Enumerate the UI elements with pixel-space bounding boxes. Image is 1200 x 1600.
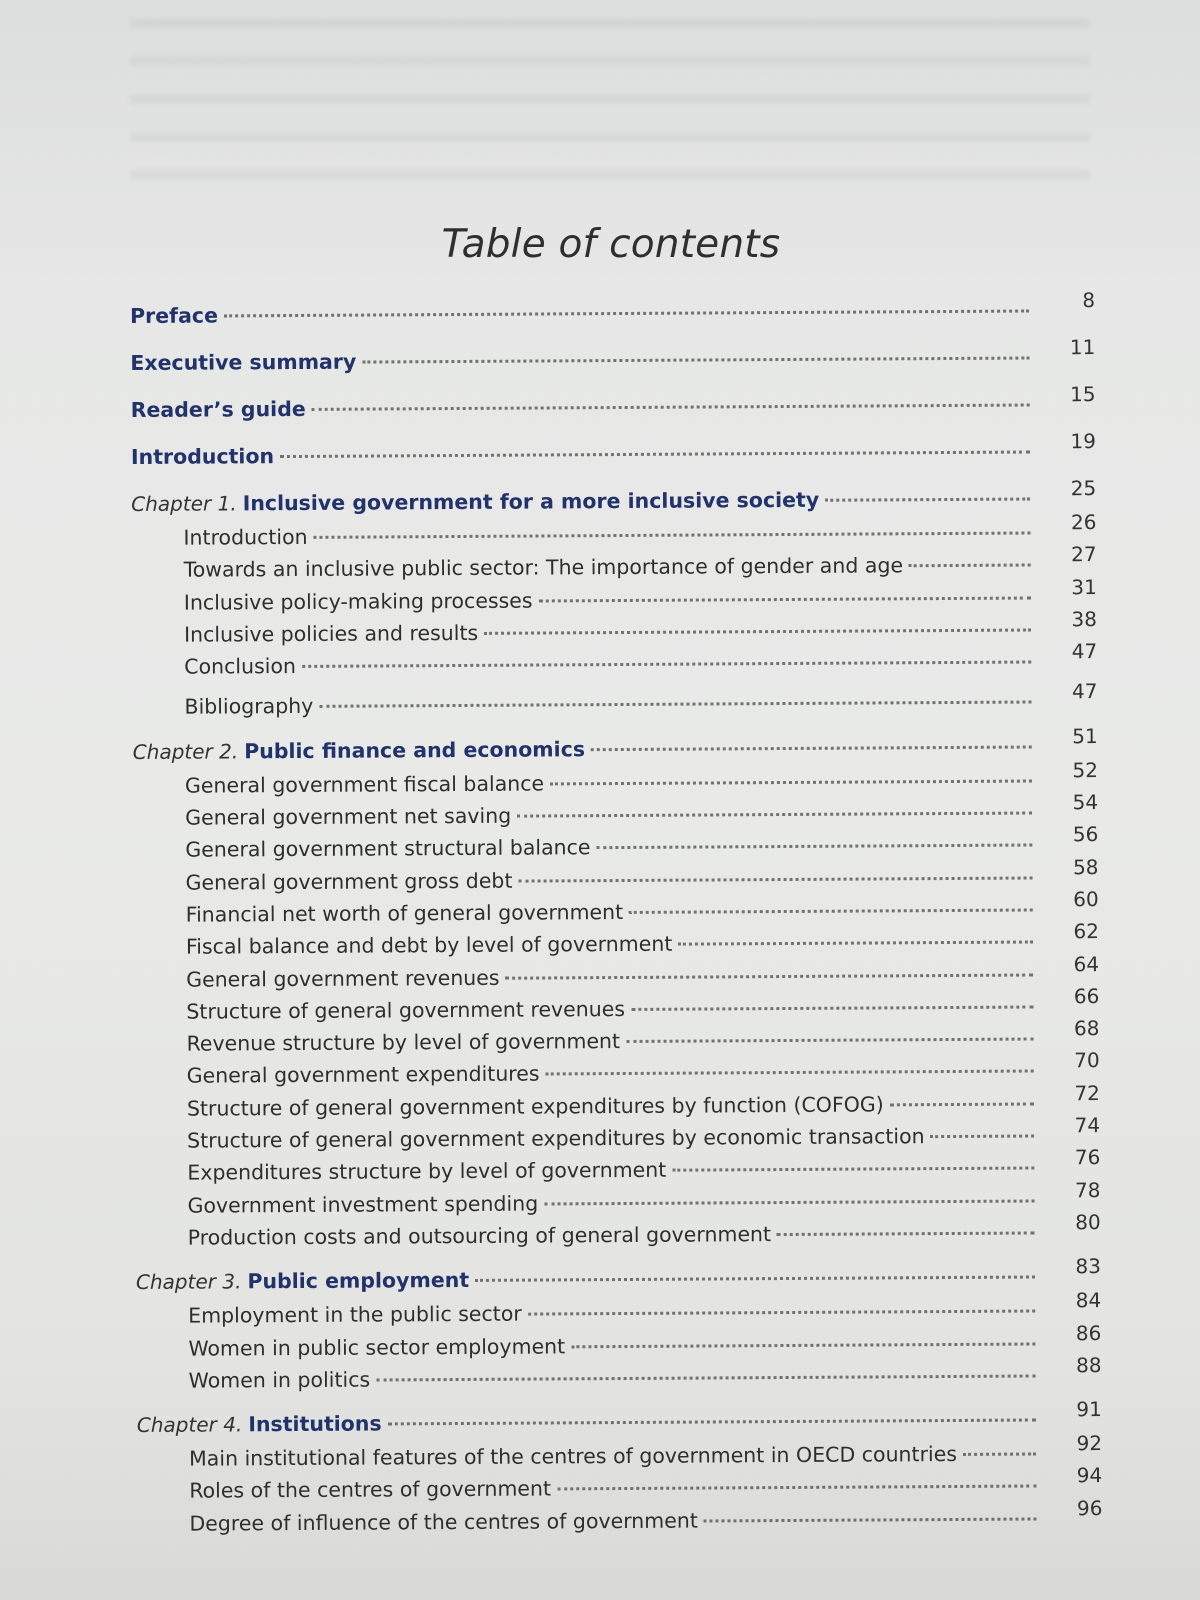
dot-leader [597,844,1033,850]
toc-entry-label: Preface [130,303,219,328]
toc-entry[interactable] [132,639,1098,683]
dot-leader [506,973,1034,979]
dot-leader [890,1102,1034,1106]
dot-leader [319,701,1031,708]
dot-leader [909,564,1031,568]
toc-entry-label: Structure of general government expenditures by function (COFOG) [186,1092,884,1121]
chapter-title: Inclusive government for a more inclusive society [242,487,820,516]
dot-leader [388,1419,1036,1426]
toc-page-number: 62 [1073,919,1099,944]
toc-entry-label: Production costs and outsourcing of general government [187,1222,772,1250]
toc-page-number: 47 [1071,639,1098,664]
toc-entry-label: Conclusion [184,654,297,679]
toc-page-number: 91 [1076,1397,1102,1422]
dot-leader [571,1342,1035,1348]
toc-page-number: 70 [1074,1048,1100,1073]
dot-leader [224,310,1029,318]
toc-page-number: 88 [1075,1352,1102,1378]
toc-page-number: 96 [1076,1495,1103,1520]
dot-leader [518,876,1032,882]
dot-leader [931,1135,1035,1139]
chapter-prefix: Chapter 2. [132,739,239,764]
toc-entry-label: Executive summary [130,349,357,375]
toc-page-number: 11 [1069,335,1096,360]
toc-entry-label: Structure of general government revenues [186,996,626,1024]
toc-entry-label: Government investment spending [187,1191,539,1218]
toc-page-number: 51 [1072,723,1098,749]
dot-leader [280,451,1030,459]
toc-entry-label: Roles of the centres of government [189,1476,552,1504]
toc-entry-label: Towards an inclusive public sector: The importance of gender and age [183,553,904,582]
dot-leader [704,1517,1037,1522]
toc-page-number: 52 [1072,757,1098,783]
toc-entry-label: Expenditures structure by level of government [187,1158,667,1186]
dot-leader [362,357,1029,364]
toc-page-number: 76 [1074,1145,1101,1170]
toc-entry-label: Main institutional features of the centres of government in OECD countries [189,1442,958,1471]
dot-leader [475,1276,1035,1282]
dot-leader [550,779,1032,785]
toc-page-number: 15 [1070,382,1096,407]
toc-page-number: 66 [1073,983,1100,1009]
dot-leader [539,596,1031,602]
dot-leader [302,661,1031,668]
toc-page-number: 8 [1082,288,1096,313]
dot-leader [678,941,1033,946]
toc-entry-label: Reader’s guide [130,396,306,422]
toc-entry-introduction[interactable] [130,429,1096,488]
toc-page-number: 78 [1074,1177,1101,1202]
toc-page-number: 94 [1076,1463,1103,1488]
toc-entry-label: Degree of influence of the centres of government [189,1508,698,1536]
dot-leader [517,812,1032,818]
toc-page-number: 84 [1075,1288,1102,1313]
dot-leader [631,1005,1033,1010]
dot-leader [672,1167,1034,1172]
dot-leader [626,1038,1033,1043]
toc-entry-label: Structure of general government expenditures by economic transaction [187,1124,925,1153]
toc-entry-label: Introduction [130,444,275,469]
toc-page-number: 80 [1075,1210,1101,1235]
toc-page-number: 60 [1073,887,1099,912]
toc-entry[interactable] [137,1495,1103,1540]
chapter-title: Institutions [248,1411,382,1437]
toc-entry-label: Financial net worth of general government [185,899,624,927]
dot-leader [777,1231,1035,1236]
dot-leader [557,1485,1036,1491]
toc-entry[interactable] [132,679,1098,724]
toc-entry-label: General government structural balance [185,835,591,863]
dot-leader [963,1453,1036,1456]
toc-entry-label: Inclusive policies and results [183,620,479,647]
toc-entry-preface[interactable] [130,288,1096,347]
toc-entry-label: Bibliography [184,694,314,720]
toc-page-number: 92 [1076,1431,1103,1456]
toc-entry-readers-guide[interactable] [130,382,1096,441]
toc-page-number: 31 [1071,574,1097,599]
toc-entry-label: General government gross debt [185,868,513,895]
toc-page-number: 72 [1074,1080,1100,1105]
toc-page-number: 54 [1072,790,1099,815]
toc-page-number: 38 [1071,606,1098,632]
dot-leader [546,1070,1034,1076]
toc-page-number: 74 [1074,1113,1101,1138]
toc-entry[interactable] [136,1210,1101,1254]
dot-leader [544,1199,1034,1205]
toc-entry-label: Women in public sector employment [188,1333,566,1361]
toc-page-number: 47 [1071,679,1098,704]
toc-entry-label: General government fiscal balance [184,771,545,798]
page-title: Table of contents [441,222,781,267]
chapter-title: Public employment [247,1268,470,1294]
dot-leader [591,745,1032,751]
toc-page-number: 26 [1070,510,1097,535]
toc-page-number: 25 [1070,476,1097,501]
toc-entry-label: Employment in the public sector [188,1301,522,1328]
dot-leader [629,908,1033,913]
toc-entry-label: Inclusive policy-making processes [183,588,533,615]
dot-leader [376,1374,1035,1381]
toc-entry-label: Introduction [183,524,308,550]
chapter-prefix: Chapter 4. [136,1412,243,1438]
dot-leader [484,628,1031,634]
toc-entry-label: Fiscal balance and debt by level of government [185,931,673,959]
chapter-prefix: Chapter 1. [131,491,237,516]
toc-page-number: 64 [1073,951,1100,976]
toc-page-number: 56 [1072,822,1099,847]
toc-entry-executive-summary[interactable] [130,335,1096,394]
toc-entry[interactable] [137,1352,1102,1397]
chapter-prefix: Chapter 3. [135,1269,242,1295]
show-through-text [130,18,1090,188]
toc-entry-label: General government net saving [185,803,512,830]
toc-page-number: 68 [1073,1016,1100,1041]
toc-entry-label: General government expenditures [186,1061,540,1089]
toc-entry-label: General government revenues [186,965,500,992]
toc-page-number: 27 [1071,542,1097,567]
chapter-title: Public finance and economics [244,737,586,764]
dot-leader [825,498,1030,502]
table-of-contents [130,288,1103,1540]
toc-page-number: 83 [1075,1254,1101,1279]
dot-leader [312,404,1030,411]
toc-entry-label: Revenue structure by level of government [186,1029,621,1056]
toc-page-number: 86 [1075,1320,1102,1345]
toc-entry-label: Women in politics [188,1367,371,1393]
toc-page-number: 19 [1070,429,1096,454]
toc-page-number: 58 [1072,854,1099,879]
dot-leader [314,532,1031,539]
dot-leader [528,1310,1035,1316]
